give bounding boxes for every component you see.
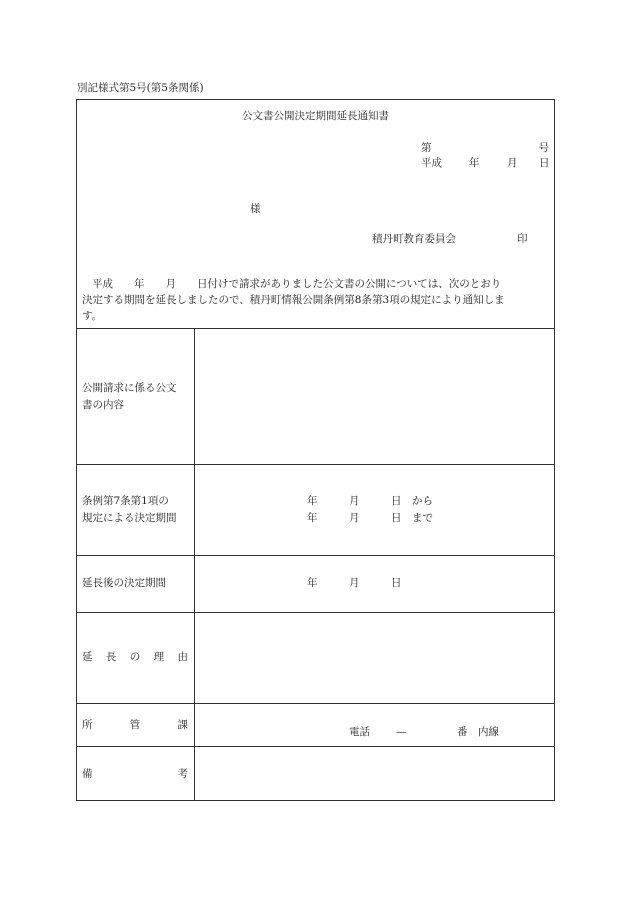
issuer-name: 積丹町教育委員会 (372, 233, 456, 245)
phone-number-suffix: 番 (457, 726, 468, 738)
department-label (82, 719, 188, 732)
extension-label: 内線 (478, 726, 499, 738)
department-label-char: 課 (177, 719, 188, 731)
reason-label (82, 651, 188, 664)
row-divider (76, 746, 555, 747)
reason-label-char: 延 (82, 651, 93, 663)
body-text-line-1: 平成 年 月 日付けで請求がありました公文書の公開については、次のとおり (92, 278, 502, 290)
content-label-line-1: 公開請求に係る公文 (82, 382, 177, 394)
phone-dash: — (396, 726, 407, 738)
original-period-label-line-2: 規定による決定期間 (82, 512, 177, 524)
reason-label-char: 理 (153, 651, 165, 663)
date-day: 日 (539, 157, 550, 169)
date-era: 平成 (421, 157, 442, 169)
original-period-from: 年 月 日 から (307, 495, 433, 507)
remarks-label-char: 備 (82, 768, 93, 780)
content-label (82, 380, 177, 414)
column-divider (194, 328, 195, 801)
document-number (421, 142, 549, 155)
table-top-rule (76, 328, 555, 329)
row-divider (76, 612, 555, 613)
form-sheet (76, 99, 555, 801)
department-label-char: 所 (82, 719, 93, 731)
original-period-to: 年 月 日 まで (307, 512, 433, 524)
department-label-char: 管 (129, 719, 141, 731)
addressee-suffix: 様 (250, 203, 261, 215)
remarks-label (82, 768, 188, 781)
body-text-line-3: す。 (82, 310, 103, 322)
content-label-line-2: 書の内容 (82, 399, 124, 411)
reason-label-char: の (129, 651, 141, 663)
row-divider (76, 703, 555, 704)
reason-label-char: 由 (177, 651, 188, 663)
issuer-seal: 印 (517, 233, 528, 245)
original-period-label (82, 493, 177, 527)
extended-period-label: 延長後の決定期間 (82, 577, 166, 589)
original-period-label-line-1: 条例第7条第1項の (82, 495, 169, 507)
reason-label-char: 長 (105, 651, 117, 663)
extended-period-value: 年 月 日 (307, 577, 402, 589)
row-divider (76, 555, 555, 556)
document-number-suffix: 号 (538, 142, 549, 154)
body-text-line-2: 決定する期間を延長しましたので、積丹町情報公開条例第8条第3項の規定により通知しま (82, 294, 505, 306)
row-divider (76, 464, 555, 465)
date-month: 月 (507, 157, 518, 169)
phone-label: 電話 (349, 726, 370, 738)
date-year: 年 (469, 157, 480, 169)
document-number-prefix: 第 (421, 142, 432, 154)
form-label: 別記様式第5号(第5条関係) (77, 82, 204, 94)
remarks-label-char: 考 (177, 768, 188, 780)
form-title: 公文書公開決定期間延長通知書 (242, 110, 389, 122)
original-period-value (307, 493, 433, 527)
